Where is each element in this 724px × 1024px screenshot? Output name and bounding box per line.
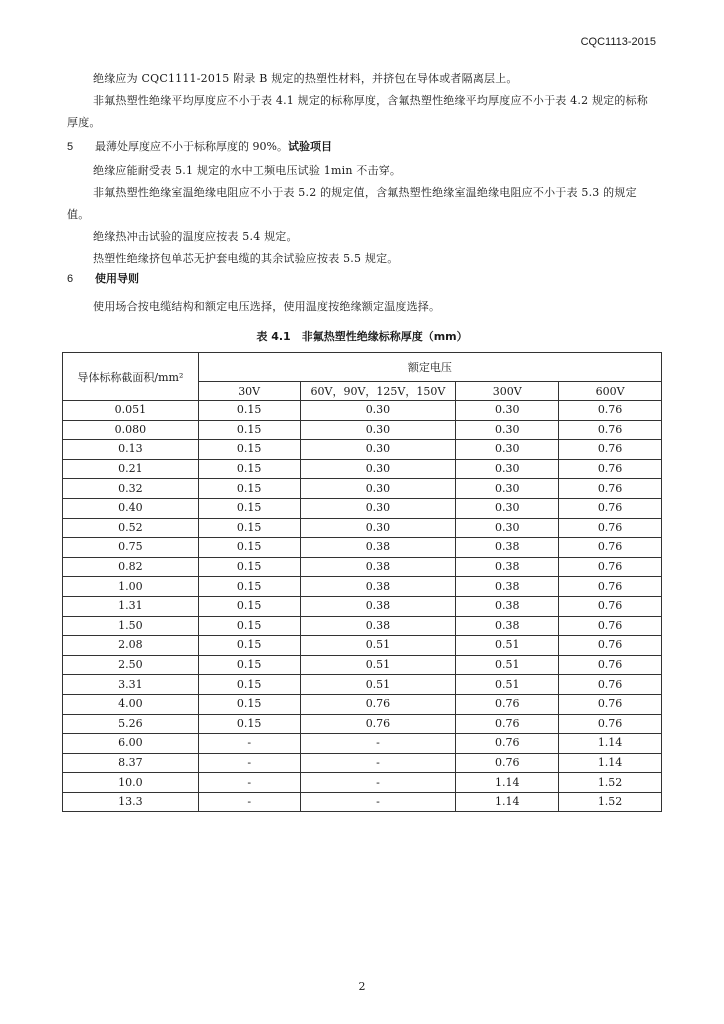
thickness-cell: 0.15	[198, 675, 300, 695]
thickness-cell: 0.15	[198, 538, 300, 558]
thickness-cell: 0.76	[559, 479, 662, 499]
thickness-cell: 0.15	[198, 714, 300, 734]
thickness-cell: 0.76	[559, 636, 662, 656]
thickness-cell: 0.15	[198, 401, 300, 421]
paragraph-insulation-resistance: 非氟热塑性绝缘室温绝缘电阻应不小于表 5.2 的规定值，含氟热塑性绝缘室温绝缘电阻应不小于表 5.3 的规定值。	[67, 186, 637, 221]
thickness-cell: 0.30	[456, 420, 559, 440]
table-row	[63, 773, 662, 793]
conductor-area-cell: 2.50	[63, 655, 199, 675]
thickness-cell: 0.30	[456, 459, 559, 479]
conductor-area-cell: 0.080	[63, 420, 199, 440]
thickness-cell: 0.76	[456, 753, 559, 773]
thickness-cell: 0.76	[559, 498, 662, 518]
thickness-cell: 0.38	[456, 596, 559, 616]
thickness-cell: 0.15	[198, 459, 300, 479]
table-row	[63, 792, 662, 812]
thickness-cell: 0.38	[456, 577, 559, 597]
thickness-cell: 0.30	[300, 420, 456, 440]
thickness-cell: 0.38	[456, 616, 559, 636]
thickness-cell: 0.15	[198, 420, 300, 440]
thickness-cell: 0.76	[559, 675, 662, 695]
thickness-cell: 0.76	[456, 714, 559, 734]
thickness-cell: 0.76	[559, 616, 662, 636]
thickness-cell: 0.15	[198, 518, 300, 538]
conductor-area-cell: 0.82	[63, 557, 199, 577]
table-row	[63, 518, 662, 538]
thickness-cell: 1.52	[559, 792, 662, 812]
table-row	[63, 694, 662, 714]
thickness-cell: 0.30	[456, 518, 559, 538]
thickness-cell: 0.76	[559, 557, 662, 577]
thickness-cell: 0.15	[198, 498, 300, 518]
thickness-cell: 1.14	[559, 753, 662, 773]
thickness-cell: 0.38	[300, 596, 456, 616]
thickness-cell: 0.76	[559, 518, 662, 538]
thickness-cell: 0.30	[300, 440, 456, 460]
thickness-cell: 0.76	[559, 420, 662, 440]
section-5-number: 5	[67, 141, 74, 153]
conductor-area-cell: 10.0	[63, 773, 199, 793]
table-row	[63, 538, 662, 558]
thickness-cell: 0.76	[559, 538, 662, 558]
thickness-cell: -	[198, 792, 300, 812]
thickness-cell: 0.76	[300, 694, 456, 714]
conductor-area-cell: 0.40	[63, 498, 199, 518]
conductor-area-cell: 0.21	[63, 459, 199, 479]
paragraph-heat-shock: 绝缘热冲击试验的温度应按表 5.4 规定。	[93, 230, 298, 243]
thickness-cell: 0.15	[198, 557, 300, 577]
conductor-area-cell: 8.37	[63, 753, 199, 773]
conductor-area-cell: 5.26	[63, 714, 199, 734]
paragraph-usage-guide: 使用场合按电缆结构和额定电压选择，使用温度按绝缘额定温度选择。	[93, 300, 441, 313]
table-row	[63, 714, 662, 734]
thickness-cell: 0.15	[198, 694, 300, 714]
header-voltage-600v: 600V	[559, 382, 662, 401]
header-voltage-300v: 300V	[456, 382, 559, 401]
paragraph-voltage-test: 绝缘应能耐受表 5.1 规定的水中工频电压试验 1min 不击穿。	[93, 164, 402, 177]
section-5-title: 试验项目	[287, 140, 332, 153]
thickness-cell: 0.38	[456, 557, 559, 577]
header-rated-voltage: 额定电压	[198, 353, 661, 382]
thickness-cell: 0.30	[456, 401, 559, 421]
thickness-cell: 0.51	[300, 655, 456, 675]
page-number: 2	[358, 980, 366, 993]
section-6-title: 使用导则	[95, 272, 139, 285]
document-code: CQC1113-2015	[580, 36, 656, 48]
table-row	[63, 655, 662, 675]
thickness-cell: 0.76	[300, 714, 456, 734]
conductor-area-cell: 1.00	[63, 577, 199, 597]
thickness-cell: 0.38	[300, 538, 456, 558]
thickness-cell: 0.30	[300, 479, 456, 499]
table-caption: 表 4.1 非氟热塑性绝缘标称厚度（mm）	[256, 330, 468, 343]
thickness-cell: 0.15	[198, 596, 300, 616]
thickness-cell: 0.76	[559, 459, 662, 479]
thickness-cell: 0.51	[456, 636, 559, 656]
conductor-area-cell: 0.13	[63, 440, 199, 460]
thickness-cell: 0.51	[456, 655, 559, 675]
paragraph-insulation-material: 绝缘应为 CQC1111-2015 附录 B 规定的热塑性材料，并挤包在导体或者隔离层上。	[93, 72, 518, 85]
conductor-area-cell: 0.32	[63, 479, 199, 499]
thickness-cell: 0.15	[198, 440, 300, 460]
thickness-cell: 0.51	[300, 675, 456, 695]
thickness-cell: 0.76	[559, 401, 662, 421]
table-row	[63, 596, 662, 616]
table-row	[63, 616, 662, 636]
thickness-cell: 1.52	[559, 773, 662, 793]
thickness-cell: 0.76	[559, 694, 662, 714]
thickness-cell: 0.38	[300, 616, 456, 636]
paragraph-other-tests: 热塑性绝缘挤包单芯无护套电缆的其余试验应按表 5.5 规定。	[93, 252, 399, 265]
table-row	[63, 420, 662, 440]
thickness-cell: 0.15	[198, 479, 300, 499]
conductor-area-cell: 4.00	[63, 694, 199, 714]
section-5	[67, 136, 332, 158]
conductor-area-cell: 13.3	[63, 792, 199, 812]
table-row	[63, 440, 662, 460]
thickness-cell: -	[198, 734, 300, 754]
table-row	[63, 498, 662, 518]
table-row	[63, 734, 662, 754]
table-row	[63, 459, 662, 479]
thickness-cell: 0.15	[198, 655, 300, 675]
table-row	[63, 753, 662, 773]
thickness-cell: 0.76	[559, 577, 662, 597]
header-voltage-60-150v: 60V，90V，125V，150V	[300, 382, 456, 401]
thickness-cell: 0.76	[559, 714, 662, 734]
section-6	[67, 268, 139, 290]
thickness-cell: 0.76	[559, 596, 662, 616]
thickness-cell: 0.38	[300, 577, 456, 597]
thickness-cell: -	[198, 773, 300, 793]
thickness-cell: 0.51	[300, 636, 456, 656]
thickness-cell: 0.51	[456, 675, 559, 695]
thickness-cell: 0.30	[300, 459, 456, 479]
thickness-cell: 0.38	[300, 557, 456, 577]
thickness-cell: 0.30	[456, 498, 559, 518]
thickness-cell: 1.14	[456, 773, 559, 793]
conductor-area-cell: 1.50	[63, 616, 199, 636]
conductor-area-cell: 3.31	[63, 675, 199, 695]
header-voltage-30v: 30V	[198, 382, 300, 401]
thickness-cell: 0.15	[198, 636, 300, 656]
conductor-area-cell: 1.31	[63, 596, 199, 616]
thickness-cell: -	[300, 773, 456, 793]
thickness-cell: 0.76	[559, 440, 662, 460]
paragraph-average-thickness: 非氟热塑性绝缘平均厚度应不小于表 4.1 规定的标称厚度，含氟热塑性绝缘平均厚度应不小于表 4.2 规定的标称厚度。	[67, 94, 648, 129]
table-row	[63, 675, 662, 695]
section-5-text: 最薄处厚度应不小于标称厚度的 90%。	[95, 140, 288, 153]
thickness-cell: 1.14	[559, 734, 662, 754]
table-row	[63, 577, 662, 597]
thickness-cell: -	[300, 734, 456, 754]
thickness-cell: 0.30	[456, 440, 559, 460]
thickness-cell: 1.14	[456, 792, 559, 812]
conductor-area-cell: 6.00	[63, 734, 199, 754]
thickness-cell: -	[300, 753, 456, 773]
thickness-cell: 0.15	[198, 577, 300, 597]
thickness-cell: 0.76	[456, 694, 559, 714]
conductor-area-cell: 0.051	[63, 401, 199, 421]
thickness-cell: 0.30	[300, 518, 456, 538]
thickness-cell: 0.76	[456, 734, 559, 754]
table-row	[63, 479, 662, 499]
header-conductor-area: 导体标称截面积/mm²	[63, 353, 199, 401]
thickness-cell: 0.15	[198, 616, 300, 636]
thickness-cell: 0.38	[456, 538, 559, 558]
conductor-area-cell: 0.52	[63, 518, 199, 538]
table-row	[63, 557, 662, 577]
thickness-cell: 0.30	[300, 498, 456, 518]
table-row	[63, 401, 662, 421]
thickness-cell: 0.30	[300, 401, 456, 421]
thickness-cell: -	[198, 753, 300, 773]
table-row	[63, 636, 662, 656]
table-body	[63, 401, 662, 812]
thickness-cell: 0.76	[559, 655, 662, 675]
conductor-area-cell: 0.75	[63, 538, 199, 558]
thickness-cell: 0.30	[456, 479, 559, 499]
thickness-cell: -	[300, 792, 456, 812]
section-6-number: 6	[67, 273, 74, 285]
conductor-area-cell: 2.08	[63, 636, 199, 656]
thickness-table	[62, 352, 662, 812]
